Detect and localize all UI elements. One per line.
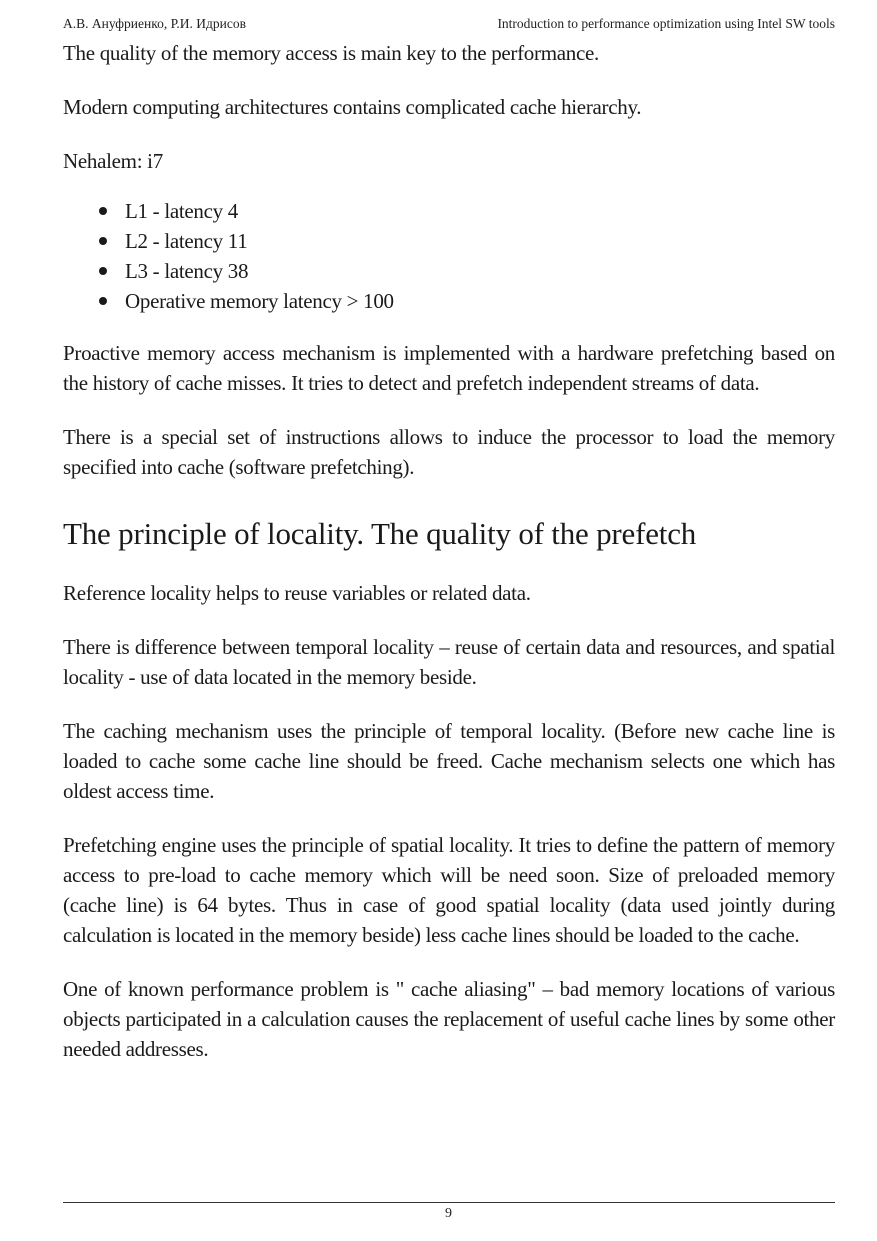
header-title: Introduction to performance optimization using Intel SW tools xyxy=(497,16,835,31)
list-item-l3: L3 - latency 38 xyxy=(125,256,835,286)
page-content xyxy=(63,38,835,1088)
page-header xyxy=(63,16,835,36)
latency-list xyxy=(63,196,835,316)
header-authors: А.В. Ануфриенко, Р.И. Идрисов xyxy=(63,16,246,31)
footer-divider xyxy=(63,1202,835,1203)
list-item-l1: L1 - latency 4 xyxy=(125,196,835,226)
paragraph-cache-hierarchy: Modern computing architectures contains complicated cache hierarchy. xyxy=(63,95,642,119)
list-item-l2: L2 - latency 11 xyxy=(125,226,835,256)
paragraph-software-prefetch: There is a special set of instructions allows to induce the processor to load the memory specified into cache (software prefetching). xyxy=(63,425,835,479)
page-number: 9 xyxy=(445,1206,452,1221)
paragraph-temporal-spatial: There is difference between temporal locality – reuse of certain data and resources, and spatial locality - use of data located in the memory beside. xyxy=(63,635,835,689)
paragraph-hardware-prefetch: Proactive memory access mechanism is implemented with a hardware prefetching based on the history of cache misses. It tries to detect and prefetch independent streams of data. xyxy=(63,341,835,395)
section-heading: The principle of locality. The quality of the prefetch xyxy=(63,516,697,551)
paragraph-memory-access: The quality of the memory access is main key to the performance. xyxy=(63,41,599,65)
list-item-memory: Operative memory latency > 100 xyxy=(125,286,835,316)
paragraph-caching-mechanism: The caching mechanism uses the principle of temporal locality. (Before new cache line is loaded to cache some cache line should be freed. Cache mechanism selects one which has oldest access time. xyxy=(63,719,835,803)
paragraph-reference-locality: Reference locality helps to reuse variables or related data. xyxy=(63,581,531,605)
paragraph-nehalem: Nehalem: i7 xyxy=(63,149,163,173)
paragraph-cache-aliasing: One of known performance problem is " cache aliasing" – bad memory locations of various objects participated in a calculation causes the replacement of useful cache lines by some other needed addresses. xyxy=(63,977,835,1061)
paragraph-prefetching-engine: Prefetching engine uses the principle of spatial locality. It tries to define the pattern of memory access to pre-load to cache memory which will be need soon. Size of preloaded memory (cache line) is 64 bytes. Thus in case of good spatial locality (data used jointly during calculation is located in the memory beside) less cache lines should be loaded to the cache. xyxy=(63,833,835,947)
